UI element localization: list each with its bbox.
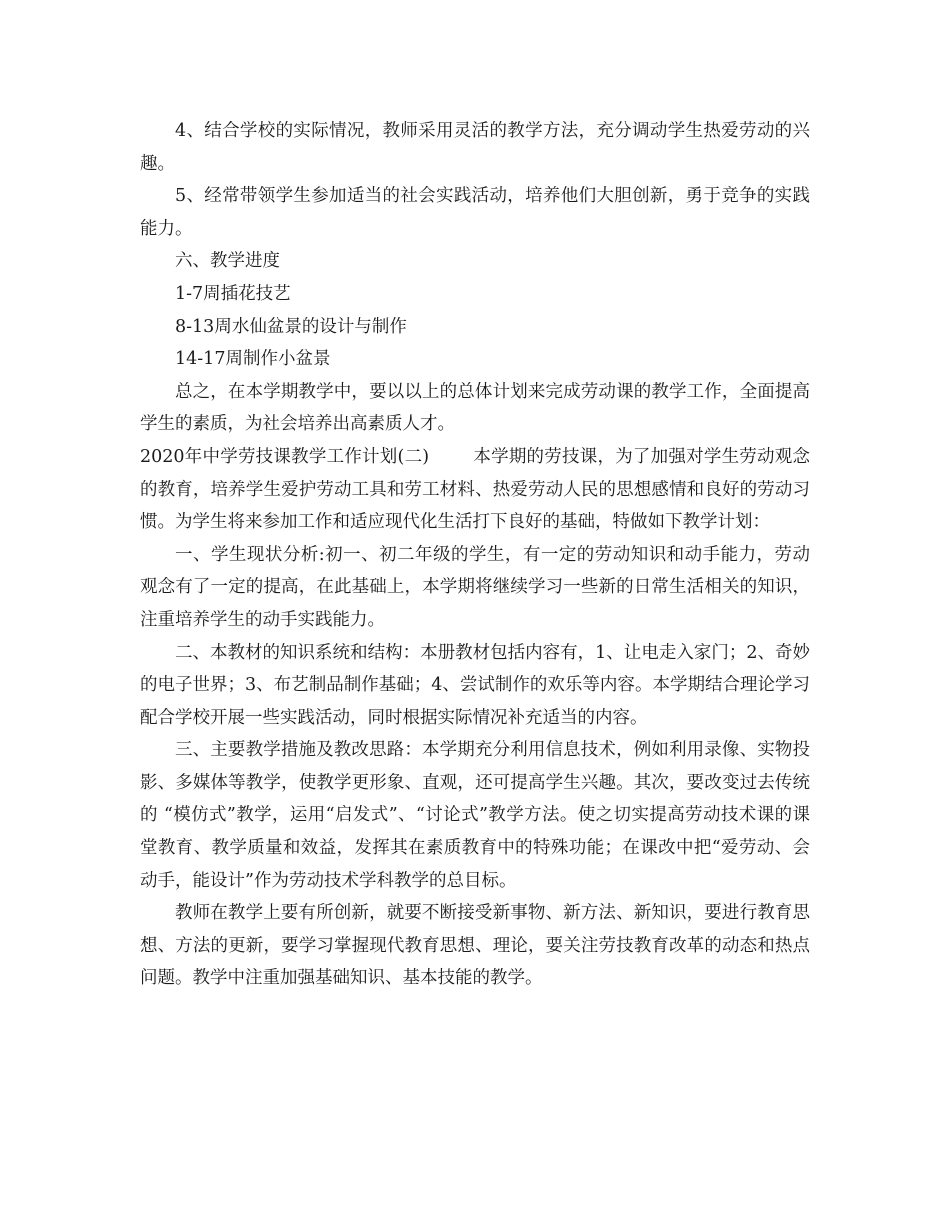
document-body [140, 115, 810, 995]
summary-paragraph: 总之，在本学期教学中，要以以上的总体计划来完成劳动课的教学工作，全面提高学生的素质，为社会培养出高素质人才。 [140, 381, 810, 435]
section2-intro-paragraph [140, 441, 810, 539]
section2-title: 2020年中学劳技课教学工作计划(二) [140, 446, 430, 467]
schedule-item: 1-7周插花技艺 [175, 283, 291, 304]
paragraph-item-5: 5、经常带领学生参加适当的社会实践活动，培养他们大胆创新，勇于竞争的实践能力。 [140, 186, 810, 239]
schedule-item: 14-17周制作小盆景 [175, 349, 331, 370]
section-heading-progress: 六、教学进度 [175, 251, 280, 272]
paragraph-textbook-structure: 二、本教材的知识系统和结构：本册教材包括内容有，1、让电走入家门；2、奇妙的电子世界；3、布艺制品制作基础；4、尝试制作的欢乐等内容。本学期结合理论学习配合学校开展一些实践活动，同时根据实际情况补充适当的内容。 [140, 642, 810, 728]
paragraph-teacher-innovation: 教师在教学上要有所创新，就要不断接受新事物、新方法、新知识，要进行教育思想、方法的更新，要学习掌握现代教育思想、理论，要关注劳技教育改革的动态和热点问题。教学中注重加强基础知识、基本技能的教学。 [140, 903, 810, 989]
section2-intro: 本学期的劳技课，为了加强对学生劳动观念的教育，培养学生爱护劳动工具和劳工材料、热爱劳动人民的思想感情和良好的劳动习惯。为学生将来参加工作和适应现代化生活打下良好的基础，特做如下教学计划： [140, 446, 810, 533]
paragraph-teaching-measures: 三、主要教学措施及教改思路：本学期充分利用信息技术，例如利用录像、实物投影、多媒体等教学，使教学更形象、直观，还可提高学生兴趣。其次，要改变过去传统的 “模仿式”教学，运用“启发式”、“讨论式”教学方法。使之切实提高劳动技术课的课堂教育、教学质量和效益，发挥其在素质教育中的特殊功能；在课改中把“爱劳动、会动手，能设计”作为劳动技术学科教学的总目标。 [140, 740, 810, 891]
schedule-item: 8-13周水仙盆景的设计与制作 [175, 316, 407, 337]
paragraph-item-4: 4、结合学校的实际情况，教师采用灵活的教学方法，充分调动学生热爱劳动的兴趣。 [140, 121, 810, 174]
paragraph-student-analysis: 一、学生现状分析:初一、初二年级的学生，有一定的劳动知识和动手能力，劳动观念有了一定的提高，在此基础上，本学期将继续学习一些新的日常生活相关的知识，注重培养学生的动手实践能力。 [140, 544, 810, 630]
